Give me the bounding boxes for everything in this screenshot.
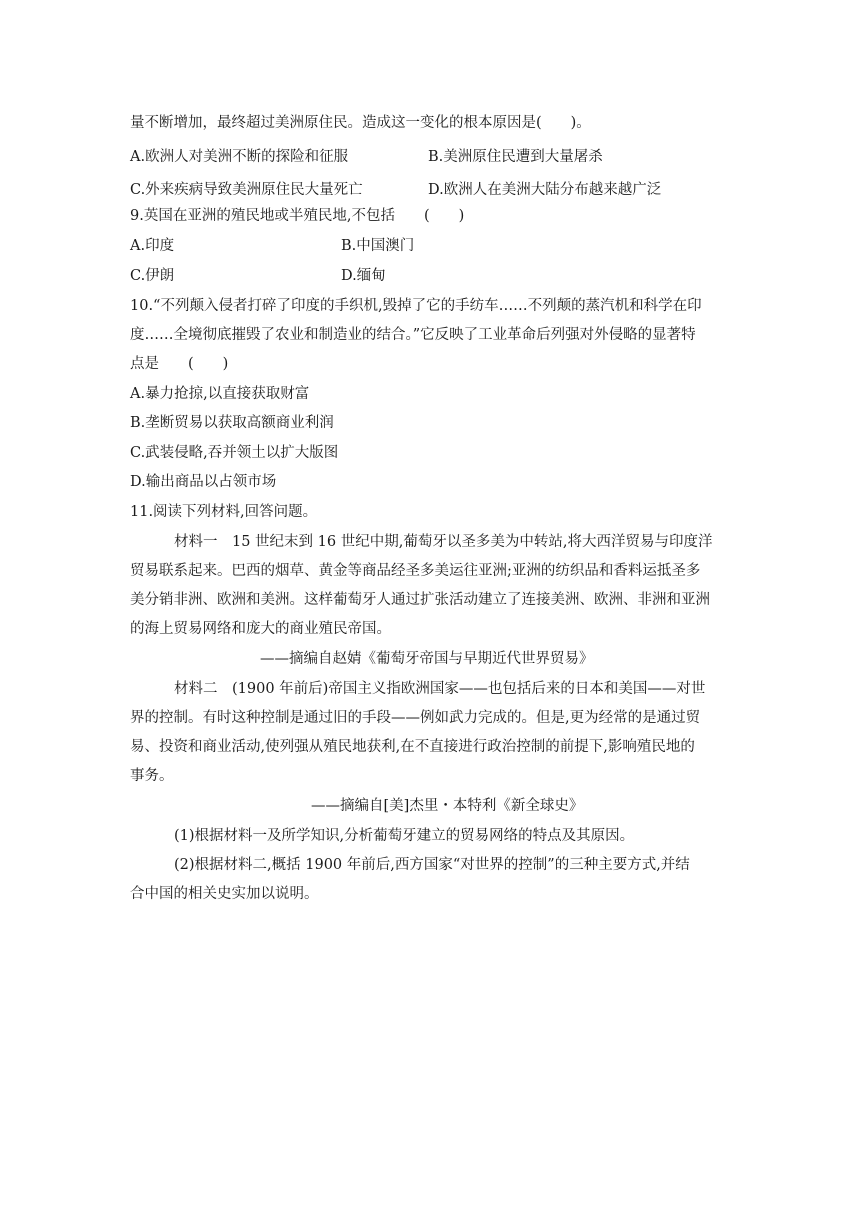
q9-option-d: D.缅甸 [341,268,386,284]
q11-subquestion-2-line1: (2)根据材料二,概括 1900 年前后,西方国家“对世界的控制”的三种主要方式,并结 [174,857,690,873]
q11-stem: 11.阅读下列材料,回答问题。 [130,504,318,520]
q11-material1-line3: 美分销非洲、欧洲和美洲。这样葡萄牙人通过扩张活动建立了连接美洲、欧洲、非洲和亚洲 [130,592,710,608]
q8-option-c: C.外来疾病导致美洲原住民大量死亡 [130,182,363,198]
q10-option-a: A.暴力抢掠,以直接获取财富 [130,386,310,402]
q11-material1-line1: 材料一 15 世纪末到 16 世纪中期,葡萄牙以圣多美为中转站,将大西洋贸易与印度洋 [174,534,713,550]
q8-option-a: A.欧洲人对美洲不断的探险和征服 [130,149,349,165]
q9-stem: 9.英国在亚洲的殖民地或半殖民地,不包括 ( ) [130,208,465,224]
q11-material2-line4: 事务。 [130,768,174,784]
q9-option-c: C.伊朗 [130,268,175,284]
q11-material1-line4: 的海上贸易网络和庞大的商业殖民帝国。 [130,621,391,637]
q11-material1-line2: 贸易联系起来。巴西的烟草、黄金等商品经圣多美运往亚洲;亚洲的纺织品和香料运抵圣多 [130,563,701,579]
q10-stem-line2: 度……全境彻底摧毁了农业和制造业的结合。”它反映了工业革命后列强对外侵略的显著特 [130,327,696,343]
q10-stem-line3: 点是 ( ) [130,356,229,372]
q8-option-d: D.欧洲人在美洲大陆分布越来越广泛 [428,182,662,198]
q11-subquestion-2-line2: 合中国的相关史实加以说明。 [130,886,319,902]
q10-option-c: C.武装侵略,吞并领土以扩大版图 [130,445,339,461]
q10-option-b: B.垄断贸易以获取高额商业利润 [130,415,334,431]
q11-material2-line3: 易、投资和商业活动,使列强从殖民地获利,在不直接进行政治控制的前提下,影响殖民地的 [130,739,695,755]
q10-stem-line1: 10.“不列颠入侵者打碎了印度的手织机,毁掉了它的手纺车……不列颠的蒸汽机和科学在印 [130,298,702,314]
q10-option-d: D.输出商品以占领市场 [130,474,277,490]
q11-material2-line2: 界的控制。有时这种控制是通过旧的手段——例如武力完成的。但是,更为经常的是通过贸 [130,710,701,726]
q11-material2-source: ——摘编自[美]杰里・本特利《新全球史》 [311,798,584,814]
q11-material2-line1: 材料二 (1900 年前后)帝国主义指欧洲国家——也包括后来的日本和美国——对世 [174,681,706,697]
q11-material1-source: ——摘编自赵婧《葡萄牙帝国与早期近代世界贸易》 [260,651,594,667]
q11-subquestion-1: (1)根据材料一及所学知识,分析葡萄牙建立的贸易网络的特点及其原因。 [174,828,635,844]
q8-stem-tail: 量不断增加，最终超过美洲原住民。造成这一变化的根本原因是( )。 [130,115,591,131]
q9-option-b: B.中国澳门 [341,238,415,254]
q8-option-b: B.美洲原住民遭到大量屠杀 [428,149,603,165]
q9-option-a: A.印度 [130,238,175,254]
